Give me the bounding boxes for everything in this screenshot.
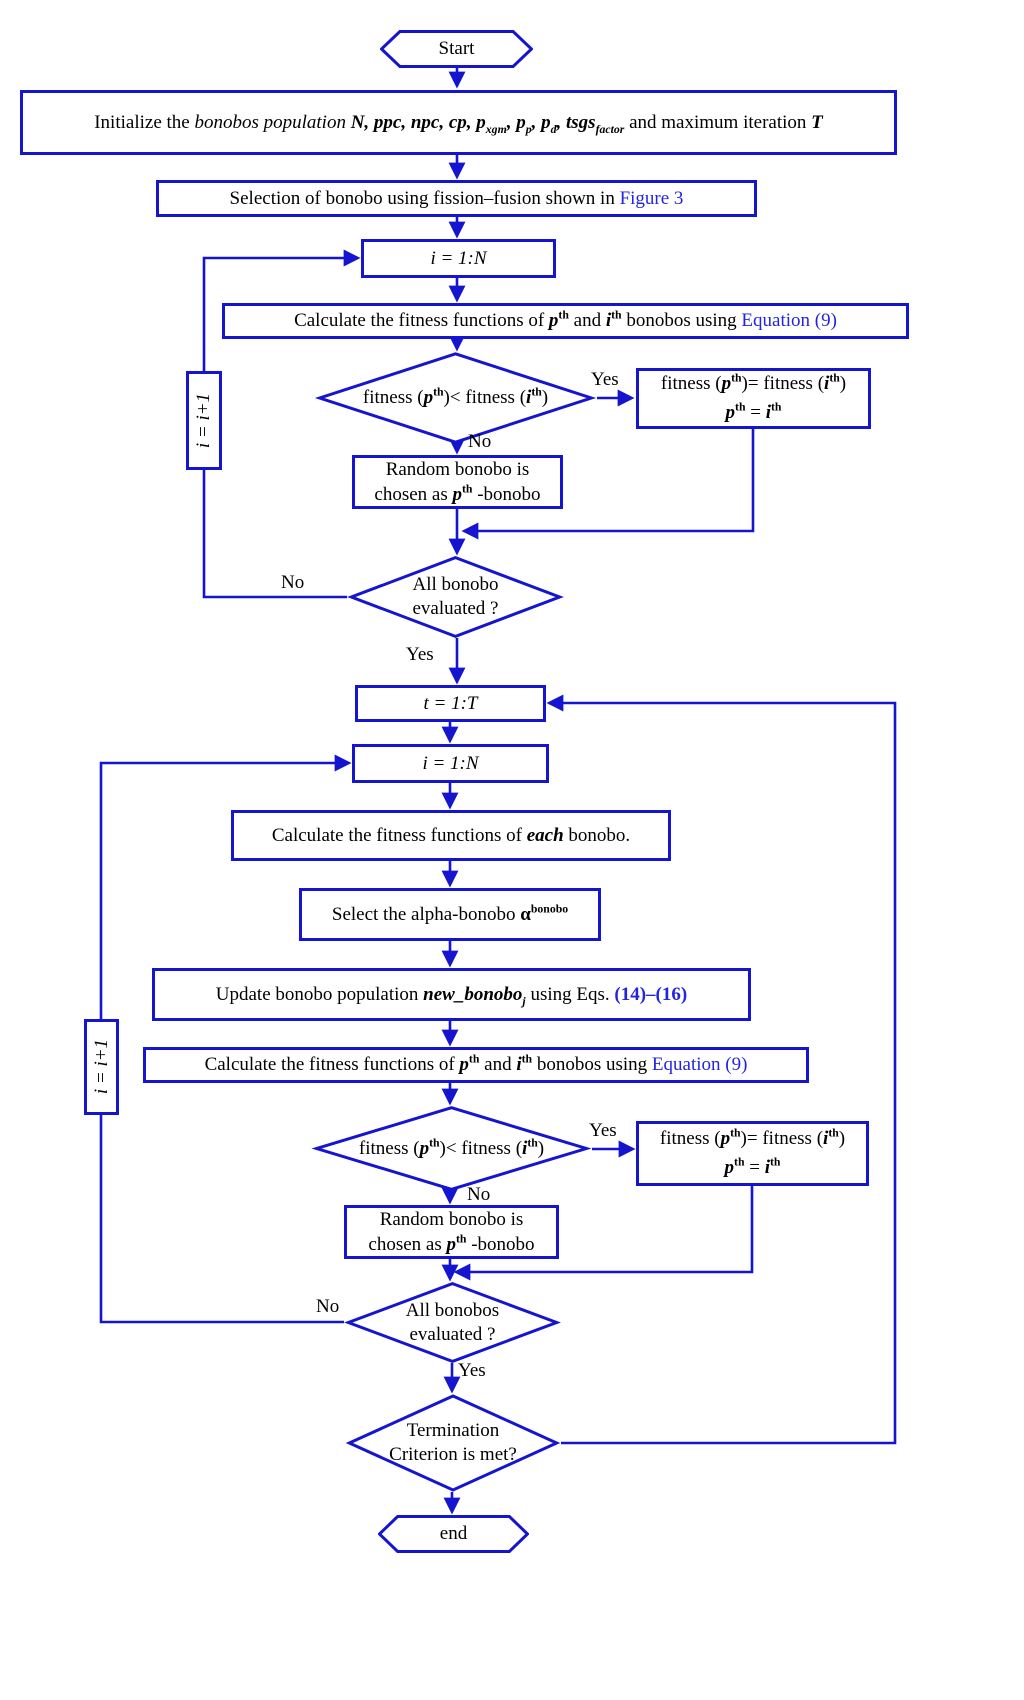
edge-label-no-3: No [467,1184,491,1205]
edge-label-yes-3: Yes [589,1120,617,1141]
edge-label-no-1: No [468,431,492,452]
node-label: All bonobos evaluated ? [405,1299,500,1345]
node-label: i = i+1 [90,1039,112,1095]
node-label: end [439,1523,468,1545]
node-label: fitness $(p^{th})=$ fitness $(i^{th})$ $p^{th} = i^{th}$ [660,371,847,423]
edge-label-no-4: No [316,1296,340,1317]
node-label: Initialize the bonobos population N, ppc, npc, cp, $p_{xgm}$, $p_p$, $p_d$, tsgs$_{factor}$ and maximum iteration T [94,111,823,136]
node-label: Start [438,38,475,60]
node-label: Termination Criterion is met? [389,1420,517,1465]
select-alpha-box [299,888,601,941]
node-label: fitness $(p^{th})<$ fitness $(i^{th})$ [358,1136,545,1159]
random-bonobo-box-1 [352,455,563,509]
node-label: Calculate the fitness functions of $p^{th}$ and $i^{th}$ bonobos using Equation (9) [294,309,837,332]
calc-each-box [231,810,671,861]
node-label: t = 1:T [423,692,478,714]
node-label: Random bonobo is chosen as $p^{th}$ -bonobo [368,1208,535,1255]
update-population-box [152,968,751,1021]
increment-box-2 [84,1019,119,1115]
node-label: Calculate the fitness functions of each bonobo. [271,824,631,846]
assign-fitness-box-1 [636,368,871,429]
node-label: Select the alpha-bonobo $\alpha^{bonobo}$ [331,902,569,925]
text-link[interactable]: (14)–(16) [614,983,688,1005]
edge-label-no-2: No [281,572,305,593]
init-box [20,90,897,155]
calc-fitness-box-2 [143,1047,809,1083]
node-label: Random bonobo is chosen as $p^{th}$ -bonobo [374,458,541,505]
node-label: Update bonobo population new_bonobo$_j$ using Eqs. (14)–(16) [215,983,688,1008]
node-label: fitness $(p^{th})<$ fitness $(i^{th})$ [362,385,549,409]
text-link[interactable]: Equation (9) [741,310,837,332]
end-terminator [378,1515,529,1553]
edge-label-yes-2: Yes [406,644,434,665]
decision-fitness-1 [314,352,597,444]
edge-label-yes-1: Yes [591,369,619,390]
loop-t-box [355,685,546,722]
loop-i-box-1 [361,239,556,278]
node-label: i = 1:N [430,247,487,269]
decision-all-evaluated-2 [344,1282,561,1363]
node-label: Calculate the fitness functions of $p^{th}$ and $i^{th}$ bonobos using Equation (9) [204,1053,748,1076]
selection-box [156,180,757,217]
node-label: All bonobo evaluated ? [412,574,499,619]
node-label: i = i+1 [193,392,215,449]
loop-i-box-2 [352,744,549,783]
node-label: fitness $(p^{th})=$ fitness $(i^{th})$ $p^{th} = i^{th}$ [659,1126,846,1178]
node-label: Selection of bonobo using fission–fusion shown in Figure 3 [229,187,684,209]
text-link[interactable]: Figure 3 [619,187,684,209]
decision-fitness-2 [311,1106,592,1191]
decision-all-evaluated-1 [347,556,564,638]
decision-termination [345,1394,561,1492]
start-terminator [380,30,533,68]
calc-fitness-box-1 [222,303,909,339]
assign-fitness-box-2 [636,1121,869,1186]
increment-box-1 [186,371,222,470]
text-link[interactable]: Equation (9) [651,1054,748,1076]
random-bonobo-box-2 [344,1205,559,1259]
node-label: i = 1:N [422,752,479,774]
edge-label-yes-4: Yes [458,1360,486,1381]
